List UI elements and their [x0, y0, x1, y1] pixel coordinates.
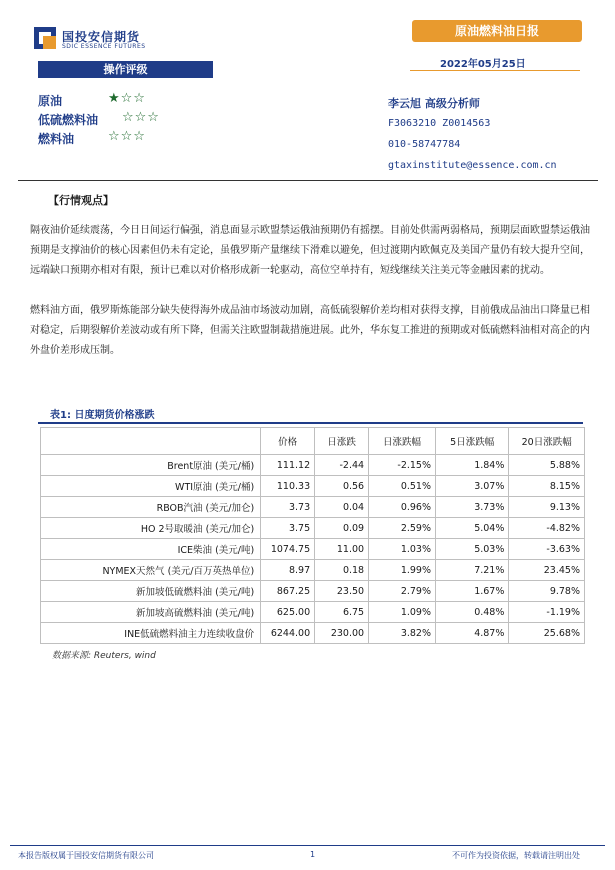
- change-20d-cell: 9.78%: [509, 581, 585, 602]
- change-5d-cell: 1.67%: [436, 581, 509, 602]
- table-row: [41, 581, 585, 602]
- price-cell: 3.75: [261, 518, 315, 539]
- footer-divider: [10, 845, 605, 846]
- price-cell: 3.73: [261, 497, 315, 518]
- analyst-email[interactable]: gtaxinstitute@essence.com.cn: [388, 160, 557, 171]
- table-row: [41, 476, 585, 497]
- footer-copyright: 本报告版权属于国投安信期货有限公司: [18, 851, 154, 860]
- footer-disclaimer: 不可作为投资依据，转载请注明出处: [452, 851, 580, 860]
- company-name-cn: 国投安信期货: [62, 30, 141, 44]
- change-20d-cell: -3.63%: [509, 539, 585, 560]
- change-20d-cell: 5.88%: [509, 455, 585, 476]
- row-name: 新加坡低硫燃料油 (美元/吨): [41, 581, 261, 602]
- change-pct-cell: 1.09%: [369, 602, 436, 623]
- table-row: [41, 518, 585, 539]
- company-logo-icon: [34, 27, 56, 49]
- change-pct-cell: 1.03%: [369, 539, 436, 560]
- price-table: [40, 427, 585, 644]
- page-number: 1: [310, 850, 316, 859]
- analyst-phone: 010-58747784: [388, 139, 461, 150]
- change-5d-cell: 1.84%: [436, 455, 509, 476]
- change-pct-cell: -2.15%: [369, 455, 436, 476]
- table-top-bar: [38, 422, 583, 424]
- header-cell: 价格: [261, 428, 315, 455]
- price-cell: 625.00: [261, 602, 315, 623]
- change-cell: 0.18: [315, 560, 369, 581]
- change-5d-cell: 3.73%: [436, 497, 509, 518]
- change-20d-cell: 25.68%: [509, 623, 585, 644]
- change-cell: -2.44: [315, 455, 369, 476]
- rating-label-crude: 原油: [38, 94, 63, 108]
- price-cell: 6244.00: [261, 623, 315, 644]
- table-row: [41, 539, 585, 560]
- change-20d-cell: -1.19%: [509, 602, 585, 623]
- rating-stars-crude: ★☆☆: [108, 91, 146, 106]
- row-name: RBOB汽油 (美元/加仑): [41, 497, 261, 518]
- change-20d-cell: 9.13%: [509, 497, 585, 518]
- price-cell: 8.97: [261, 560, 315, 581]
- table-row: [41, 623, 585, 644]
- view-paragraph-2: 燃料油方面，俄罗斯炼能部分缺失使得海外成品油市场波动加剧，高低硫裂解价差均相对获得支撑，目前俄成品油出口降量已相对稳定，后期裂解价差波动或有所下降，但需关注欧盟制裁措施进展。此外，华东复工推进的预期或对低硫燃料油相对高企的内外盘价差形成压制。: [30, 305, 590, 356]
- analyst-name: 李云旭 高级分析师: [388, 97, 480, 110]
- price-cell: 111.12: [261, 455, 315, 476]
- header-cell: 日涨跌幅: [369, 428, 436, 455]
- change-5d-cell: 4.87%: [436, 623, 509, 644]
- price-cell: 110.33: [261, 476, 315, 497]
- report-date: 2022年05月25日: [440, 59, 526, 70]
- table-row: [41, 497, 585, 518]
- header-divider: [410, 70, 580, 71]
- change-cell: 11.00: [315, 539, 369, 560]
- change-20d-cell: 23.45%: [509, 560, 585, 581]
- row-name: HO 2号取暖油 (美元/加仑): [41, 518, 261, 539]
- change-cell: 230.00: [315, 623, 369, 644]
- change-5d-cell: 0.48%: [436, 602, 509, 623]
- table-title: 表1: 日度期货价格涨跌: [50, 410, 155, 421]
- change-pct-cell: 1.99%: [369, 560, 436, 581]
- row-name: 新加坡高硫燃料油 (美元/吨): [41, 602, 261, 623]
- change-pct-cell: 3.82%: [369, 623, 436, 644]
- table-header-row: [41, 428, 585, 455]
- header-cell: [41, 428, 261, 455]
- analyst-license: F3063210 Z0014563: [388, 118, 491, 129]
- header-cell: 日涨跌: [315, 428, 369, 455]
- table-row: [41, 560, 585, 581]
- change-cell: 23.50: [315, 581, 369, 602]
- change-5d-cell: 5.03%: [436, 539, 509, 560]
- header-cell: 20日涨跌幅: [509, 428, 585, 455]
- rating-label-fuel: 燃料油: [38, 132, 75, 146]
- rating-stars-fuel: ☆☆☆: [108, 129, 146, 144]
- change-pct-cell: 2.79%: [369, 581, 436, 602]
- row-name: WTI原油 (美元/桶): [41, 476, 261, 497]
- table-row: [41, 455, 585, 476]
- row-name: NYMEX天然气 (美元/百万英热单位): [41, 560, 261, 581]
- row-name: ICE柴油 (美元/吨): [41, 539, 261, 560]
- data-source: 数据来源: Reuters, wind: [52, 651, 156, 661]
- change-20d-cell: 8.15%: [509, 476, 585, 497]
- rating-stars-lsfo: ☆☆☆: [122, 110, 160, 125]
- change-pct-cell: 0.51%: [369, 476, 436, 497]
- change-cell: 0.04: [315, 497, 369, 518]
- row-name: INE低硫燃料油主力连续收盘价: [41, 623, 261, 644]
- price-cell: 867.25: [261, 581, 315, 602]
- header-cell: 5日涨跌幅: [436, 428, 509, 455]
- row-name: Brent原油 (美元/桶): [41, 455, 261, 476]
- section-title: 【行情观点】: [48, 194, 114, 207]
- change-5d-cell: 7.21%: [436, 560, 509, 581]
- company-name-en: SDIC ESSENCE FUTURES: [62, 43, 146, 50]
- change-cell: 0.09: [315, 518, 369, 539]
- price-cell: 1074.75: [261, 539, 315, 560]
- table-row: [41, 602, 585, 623]
- change-cell: 0.56: [315, 476, 369, 497]
- main-divider: [18, 180, 598, 181]
- change-pct-cell: 0.96%: [369, 497, 436, 518]
- change-20d-cell: -4.82%: [509, 518, 585, 539]
- rating-title: 操作评级: [38, 61, 213, 78]
- rating-label-lsfo: 低硫燃料油: [38, 113, 99, 127]
- change-pct-cell: 2.59%: [369, 518, 436, 539]
- change-cell: 6.75: [315, 602, 369, 623]
- change-5d-cell: 5.04%: [436, 518, 509, 539]
- report-title: 原油燃料油日报: [412, 20, 582, 42]
- change-5d-cell: 3.07%: [436, 476, 509, 497]
- view-paragraph-1: 隔夜油价延续震荡，今日日间运行偏强，消息面显示欧盟禁运俄油预期仍有摇摆。目前处供需两弱格局，预期层面欧盟禁运俄油预期是支撑油价的核心因素但仍未有定论，虽俄罗斯产量继续下滑难以避免，但过渡期内欧佩克及美国产量仍有较大提升空间，远端缺口预期亦相对有限，预计已难以对价格形成新一轮驱动，高位空单持有，短线继续关注美元等金融因素的扰动。: [30, 225, 590, 276]
